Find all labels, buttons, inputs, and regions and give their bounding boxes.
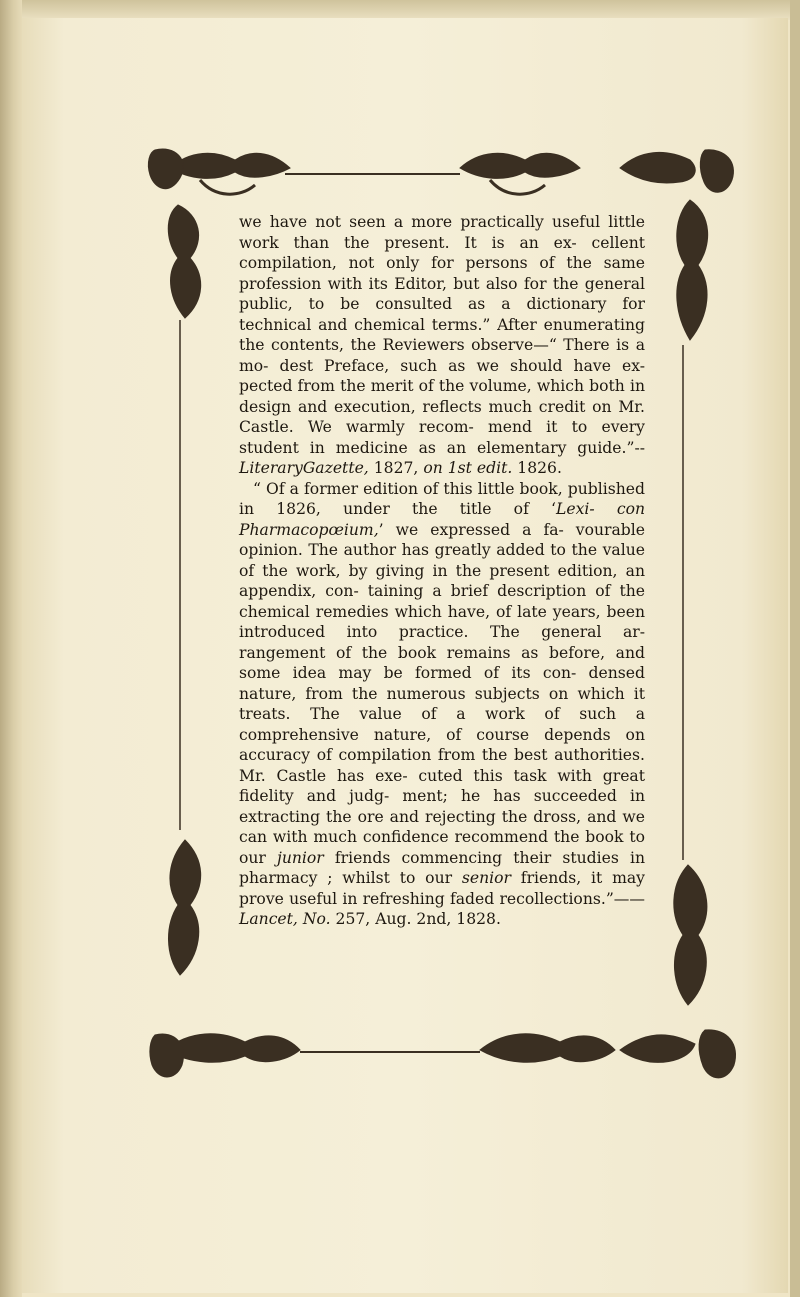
- junior-word: junior: [277, 848, 324, 867]
- senior-word: senior: [461, 869, 511, 887]
- lancet-quote-b: ’ we expressed a fa- vourable opinion. The author has greatly added to the value of the work, by giving in the present edition, an appendix, con- taining a brief description of the chemical remedies which have, of late years, been introduced into practice. The general ar- rangement of the book remains as before, and some idea may be formed of its con- densed nature, from the numerous subjects on which it treats. The value of a work of such a comprehensive nature, of course depends on accuracy of compilation from the best authorities. Mr. Castle has exe- cuted this task with great fidelity and judg- ment; he has succeeded in extracting the ore and rejecting the dross, and we can with much confidence recommend the book to our: [239, 520, 645, 867]
- top-right-corner-icon: [700, 150, 733, 192]
- lancet-source: Lancet, No.: [239, 910, 331, 928]
- right-lower-ornament-icon: [674, 865, 707, 1005]
- bottom-right-scroll-2-icon: [620, 1035, 695, 1063]
- gazette-source: LiteraryGazette,: [239, 459, 369, 477]
- right-upper-ornament-icon: [677, 200, 708, 340]
- left-upper-ornament-icon: [168, 205, 200, 318]
- gazette-year: 1827,: [368, 459, 419, 477]
- gazette-quote: we have not seen a more practically useful little work than the present. It is an ex- cellent compilation, not only for persons of the same profession with its Editor, but also for the general public, to be consulted as a dictionary for technical and chemical terms.” After enumerating the contents, the Reviewers observe—“ There is a mo- dest Preface, such as we should have ex- pected from the merit of the volume, which both in design and execution, reflects much credit on Mr. Castle. We warmly recom- mend it to every student in medicine as an elementary guide.”--: [239, 213, 645, 457]
- bottom-right-scroll-icon: [480, 1034, 615, 1062]
- lancet-number: 257,: [330, 910, 371, 928]
- lancet-quote-a: “ Of a former edition of this little book, published in 1826, under the title of ‘: [239, 479, 645, 518]
- top-left-corner-icon: [148, 149, 183, 189]
- lancet-date: Aug. 2nd, 1828.: [375, 910, 501, 928]
- review-text: [239, 212, 645, 930]
- lexicon-title: Lexi- con Pharmacopœium,: [239, 500, 645, 539]
- top-right-scroll-icon: [460, 153, 580, 178]
- paragraph-gazette: [239, 212, 645, 479]
- lancet-quote-d: friends, it may prove useful in refreshing faded recollections.”——: [239, 869, 645, 908]
- bottom-left-scroll-icon: [165, 1034, 300, 1062]
- top-right-scroll-2-icon: [620, 152, 695, 183]
- gazette-edition-year: 1826.: [512, 459, 562, 477]
- bottom-right-corner-icon: [699, 1030, 735, 1078]
- paragraph-lancet: [239, 479, 645, 930]
- gazette-edition: on 1st edit.: [423, 459, 513, 477]
- top-left-scroll-icon: [170, 153, 290, 178]
- bottom-left-corner-icon: [150, 1034, 184, 1077]
- left-lower-ornament-icon: [168, 840, 200, 975]
- lancet-quote-c: friends commencing their studies in pharmacy ; whilst to our: [239, 848, 645, 887]
